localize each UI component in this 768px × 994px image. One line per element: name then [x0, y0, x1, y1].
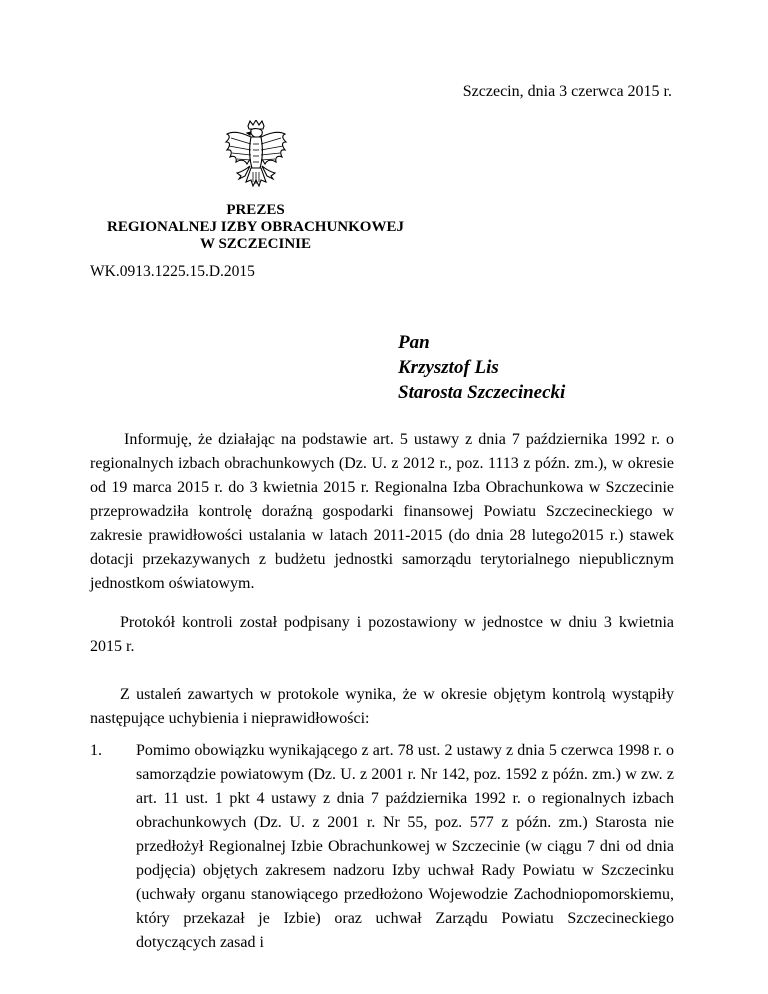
issuer-line-3: W SZCZECINIE [199, 236, 311, 252]
paragraph-intro: Informuję, że działając na podstawie art. 5 ustawy z dnia 7 października 1992 r. o regionalnych izbach obrachunkowych (Dz. U. z 2012 r., poz. 1113 z późn. zm.), w okresie od 19 marca 2015 r. do 3 kwietnia 2015 r. Regionalna Izba Obrachunkowa w Szczecinie przeprowadziła kontrolę doraźną gospodarki finansowej Powiatu Szczecineckiego w zakresie prawidłowości ustalania w latach 2011-2015 (do dnia 28 lutego2015 r.) stawek dotacji przekazywanych z budżetu jednostki samorządu terytorialnego niepublicznym jednostkom oświatowym. [90, 431, 674, 592]
paragraph-protocol: Protokół kontroli został podpisany i pozostawiony w jednostce w dniu 3 kwietnia 2015 r. [90, 614, 674, 655]
reference-number: WK.0913.1225.15.D.2015 [90, 263, 255, 280]
issuer-line-2: REGIONALNEJ IZBY OBRACHUNKOWEJ [107, 219, 404, 235]
issuer-line-1: PREZES [226, 202, 285, 218]
recipient-title: Starosta Szczecinecki [398, 382, 566, 403]
finding-number: 1. [90, 742, 102, 759]
letter-date: Szczecin, dnia 3 czerwca 2015 r. [462, 83, 672, 100]
finding-text: Pomimo obowiązku wynikającego z art. 78 ust. 2 ustawy z dnia 5 czerwca 1998 r. o samorządzie powiatowym (Dz. U. z 2001 r. Nr 142, poz. 1592 z późn. zm.) w zw. z art. 11 ust. 1 pkt 4 ustawy z dnia 7 października 1992 r. o regionalnych izbach obrachunkowych (Dz. U. z 2001 r. Nr 55, poz. 577 z późn. zm.) Starosta nie przedłożył Regionalnej Izbie Obrachunkowej w Szczecinie (w ciągu 7 dni od dnia podjęcia) objętych zakresem nadzoru Izby uchwał Rady Powiatu w Szczecinku (uchwały organu stanowiącego przedłożono Wojewodzie Zachodniopomorskiemu, który przekazał je Izbie) oraz uchwał Zarządu Powiatu Szczecineckiego dotyczących zasad i [136, 742, 674, 951]
recipient-block [398, 330, 565, 405]
paragraph-findings-lead: Z ustaleń zawartych w protokole wynika, że w okresie objętym kontrolą wystąpiły następujące uchybienia i nieprawidłowości: [90, 686, 674, 727]
polish-eagle-emblem-icon [223, 120, 289, 196]
recipient-salutation: Pan [398, 332, 430, 353]
recipient-name: Krzysztof Lis [398, 357, 499, 378]
issuer-block [90, 202, 421, 253]
